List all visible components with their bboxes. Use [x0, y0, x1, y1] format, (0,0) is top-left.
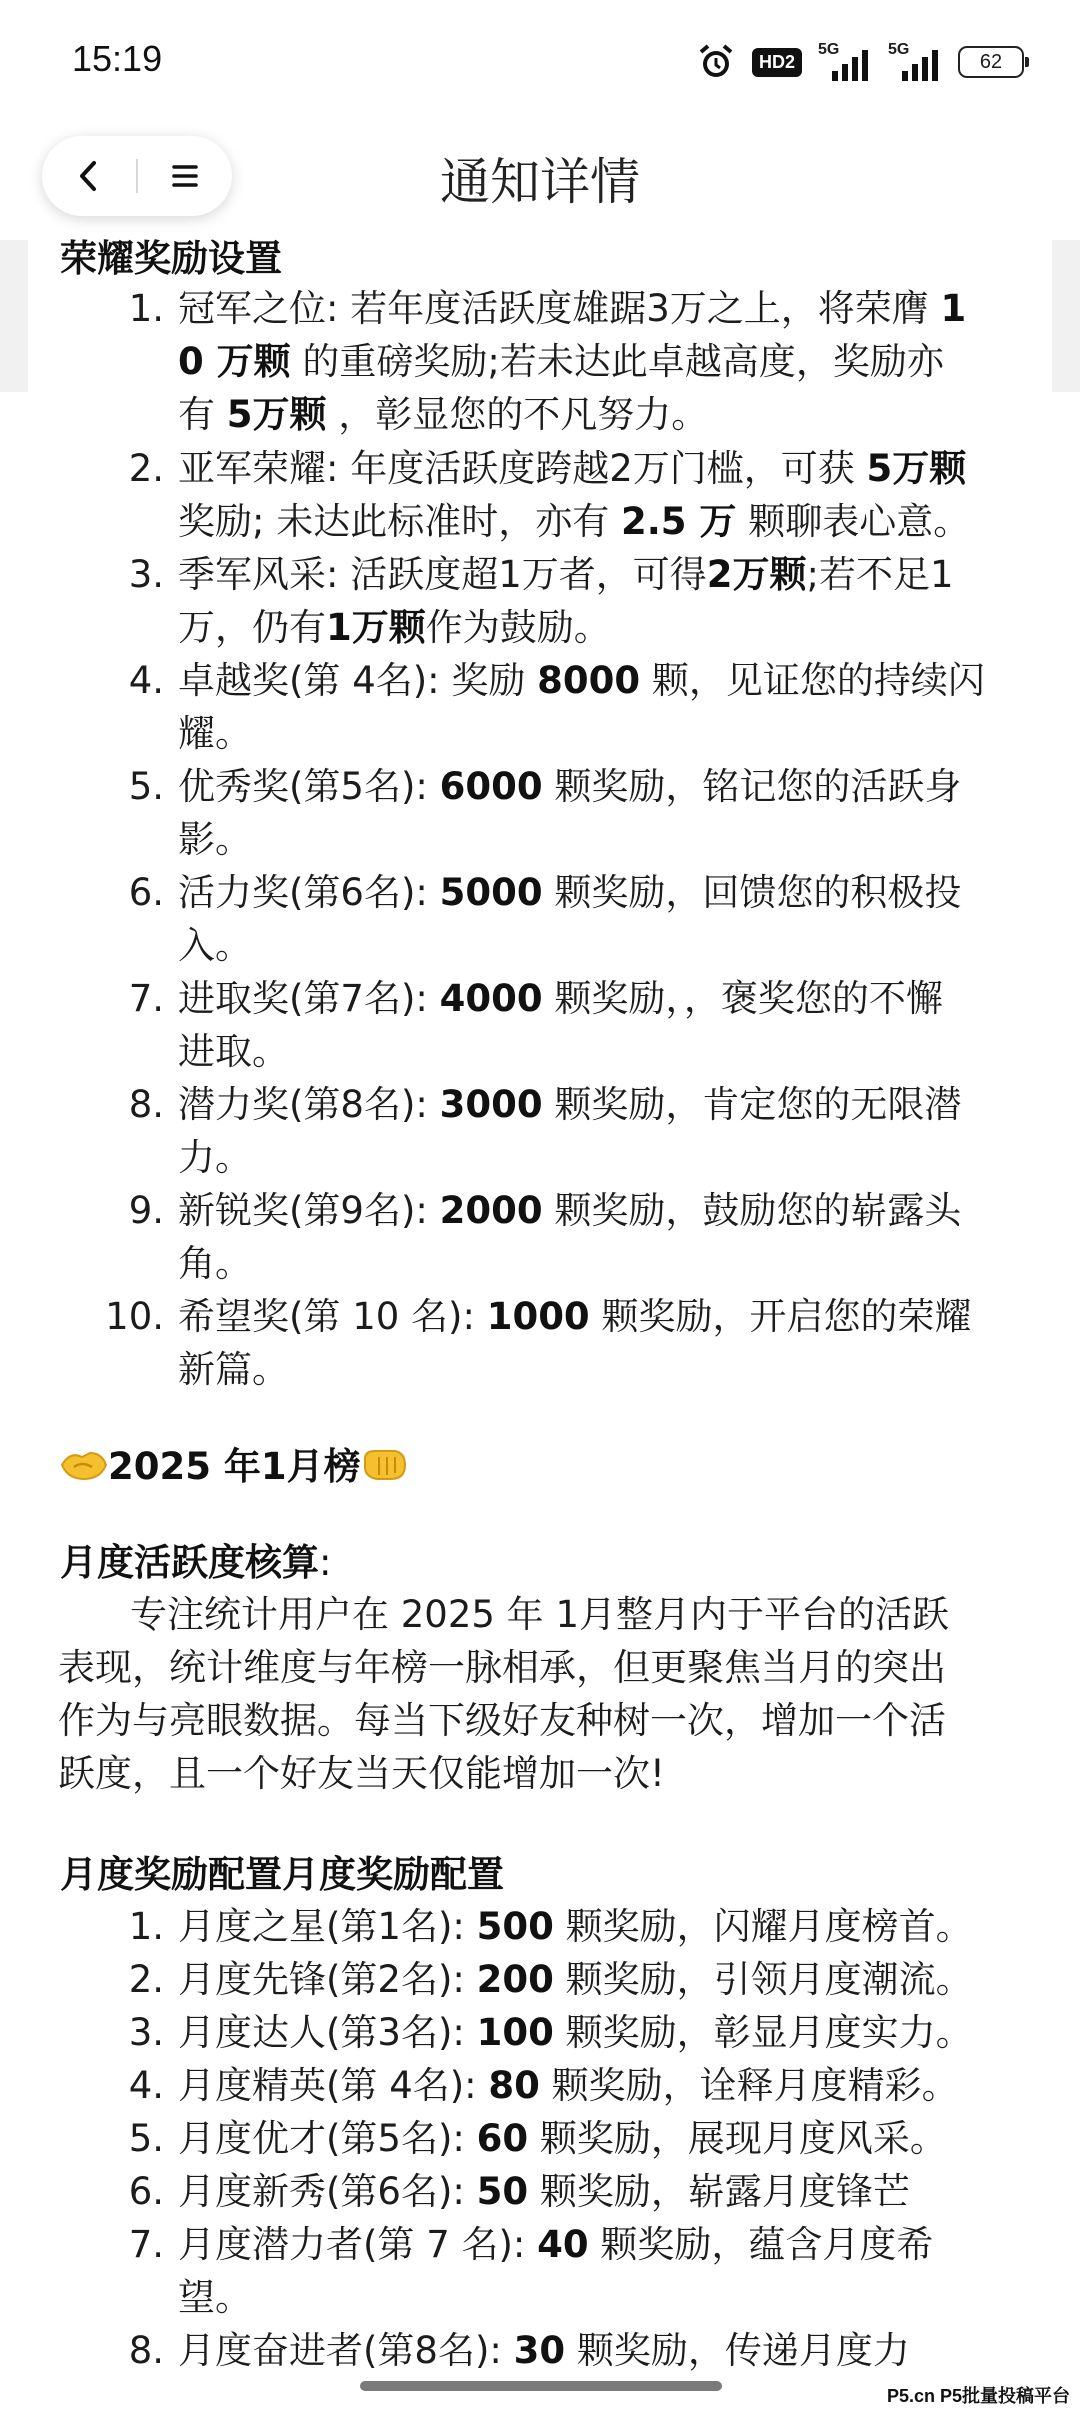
- text-line: [178, 1025, 1028, 1078]
- text-line: [178, 707, 1028, 760]
- text-segment: 希望奖(第 10 名):: [178, 1295, 487, 1338]
- list-number: 3.: [128, 2011, 164, 2054]
- hd-voice-icon: HD2: [752, 48, 802, 77]
- list-number: 6.: [128, 871, 164, 914]
- paragraph-line: 专注统计用户在 2025 年 1月整月内于平台的活跃: [130, 1593, 949, 1636]
- text-line: [178, 1237, 1028, 1290]
- monthly-activity-heading: [60, 1532, 331, 1586]
- text-segment: 颗奖励，开启您的荣耀: [589, 1295, 972, 1338]
- text-line: [178, 282, 1028, 335]
- text-segment: 活力奖(第6名):: [178, 871, 440, 914]
- list-text: [178, 1290, 1028, 1396]
- list-text: [178, 2165, 1028, 2218]
- text-segment: 角。: [178, 1242, 252, 1285]
- list-text: [178, 282, 1028, 441]
- text-segment: 奖励; 未达此标准时，亦有: [178, 500, 621, 543]
- text-segment: 影。: [178, 818, 252, 861]
- app-header: [0, 120, 1080, 240]
- list-text: [178, 2059, 1028, 2112]
- text-line: [178, 601, 1028, 654]
- status-time: 15:19: [72, 38, 163, 79]
- text-line: [178, 442, 1028, 495]
- text-segment: 颗奖励，闪耀月度榜首。: [553, 1905, 973, 1948]
- text-line: [178, 1900, 1028, 1953]
- text-segment: 颗奖励，引领月度潮流。: [553, 1958, 973, 2001]
- bold-amount: 40: [537, 2223, 589, 2266]
- list-text: [178, 2218, 1028, 2324]
- list-number: 5.: [128, 2117, 164, 2160]
- month-heading: [60, 1436, 409, 1490]
- bold-amount: 0 万颗: [178, 340, 291, 383]
- text-line: [178, 654, 1028, 707]
- list-text: [178, 2112, 1028, 2165]
- text-line: [178, 1290, 1028, 1343]
- text-segment: 新锐奖(第9名):: [178, 1189, 440, 1232]
- battery-icon: [958, 46, 1024, 78]
- list-number: 4.: [128, 659, 164, 702]
- bold-amount: 200: [476, 1958, 554, 2001]
- list-number: 5.: [128, 765, 164, 808]
- text-segment: 新篇。: [178, 1348, 289, 1391]
- list-text: [178, 760, 1028, 866]
- text-segment: 月度之星(第1名):: [178, 1905, 477, 1948]
- bold-amount: 5000: [439, 871, 543, 914]
- bold-amount: 1: [940, 287, 967, 330]
- text-segment: 颗奖励，铭记您的活跃身: [542, 765, 962, 808]
- bold-amount: 2000: [439, 1189, 543, 1232]
- list-text: [178, 866, 1028, 972]
- text-segment: 月度潜力者(第 7 名):: [178, 2223, 538, 2266]
- signal-5g-icon: [818, 43, 872, 81]
- bold-amount: 2.5 万: [621, 500, 737, 543]
- text-line: [178, 2165, 1028, 2218]
- text-segment: 颗奖励，诠释月度精彩。: [539, 2064, 959, 2107]
- list-number: 10.: [105, 1295, 164, 1338]
- paragraph-line: 作为与亮眼数据。每当下级好友种树一次，增加一个活: [58, 1699, 946, 1742]
- monthly-activity-colon: :: [319, 1541, 332, 1584]
- text-segment: 颗奖励，蕴含月度希: [588, 2223, 934, 2266]
- bold-amount: 1万颗: [326, 606, 426, 649]
- list-text: [178, 1078, 1028, 1184]
- text-segment: 入。: [178, 924, 252, 967]
- text-segment: 月度达人(第3名):: [178, 2011, 477, 2054]
- text-line: [178, 2324, 1028, 2377]
- text-segment: 月度优才(第5名):: [178, 2117, 477, 2160]
- text-segment: 作为鼓励。: [425, 606, 611, 649]
- bold-amount: 1000: [486, 1295, 590, 1338]
- text-segment: 颗奖励，传递月度力: [565, 2329, 910, 2372]
- alarm-icon: [696, 42, 736, 82]
- list-text: [178, 548, 1028, 654]
- text-segment: 颗奖励，崭露月度锋芒: [528, 2170, 910, 2213]
- text-segment: 万，仍有: [178, 606, 326, 649]
- text-segment: ;若不足1: [806, 553, 954, 596]
- bold-amount: 80: [488, 2064, 540, 2107]
- handshake-icon: [60, 1445, 108, 1485]
- text-segment: 颗奖励，鼓励您的崭露头: [542, 1189, 962, 1232]
- list-number: 9.: [128, 1189, 164, 1232]
- text-line: [178, 1343, 1028, 1396]
- list-text: [178, 2006, 1028, 2059]
- text-segment: 颗聊表心意。: [736, 500, 971, 543]
- text-line: [178, 1078, 1028, 1131]
- section-title-honor: 荣耀奖励设置: [60, 237, 282, 280]
- list-number: 6.: [128, 2170, 164, 2213]
- bold-amount: 3000: [439, 1083, 543, 1126]
- fist-icon: [361, 1445, 409, 1485]
- text-segment: 颗奖励，回馈您的积极投: [542, 871, 962, 914]
- text-line: [178, 919, 1028, 972]
- list-number: 2.: [128, 1958, 164, 2001]
- text-segment: 月度奋进者(第8名):: [178, 2329, 514, 2372]
- text-line: [178, 2059, 1028, 2112]
- text-segment: 颗奖励，彰显月度实力。: [553, 2011, 973, 2054]
- text-segment: 有: [178, 393, 227, 436]
- text-line: [178, 1131, 1028, 1184]
- text-line: [178, 335, 1028, 388]
- text-segment: 卓越奖(第 4名): 奖励: [178, 659, 538, 702]
- signal-label: 5G: [888, 41, 910, 58]
- text-line: [178, 1953, 1028, 2006]
- text-segment: 亚军荣耀: 年度活跃度跨越2万门槛，可获: [178, 447, 867, 490]
- list-number: 4.: [128, 2064, 164, 2107]
- text-segment: 潜力奖(第8名):: [178, 1083, 440, 1126]
- notice-content[interactable]: [0, 237, 1080, 2372]
- watermark-text: P5.cn P5批量投稿平台: [886, 2386, 1070, 2406]
- text-segment: 月度新秀(第6名):: [178, 2170, 477, 2213]
- list-number: 7.: [128, 2223, 164, 2266]
- list-text: [178, 2324, 1028, 2377]
- text-line: [178, 495, 1028, 548]
- bold-amount: 4000: [439, 977, 543, 1020]
- month-heading-text: 2025 年1月榜: [108, 1445, 361, 1488]
- text-segment: 冠军之位: 若年度活跃度雄踞3万之上，将荣膺: [178, 287, 941, 330]
- home-indicator[interactable]: [360, 2381, 722, 2391]
- list-text: [178, 1953, 1028, 2006]
- paragraph-line: 表现，统计维度与年榜一脉相承，但更聚焦当月的突出: [58, 1646, 946, 1689]
- signal-5g-icon: [888, 43, 942, 81]
- list-text: [178, 1184, 1028, 1290]
- text-segment: 颗奖励，展现月度风采。: [528, 2117, 947, 2160]
- bold-amount: 8000: [537, 659, 641, 702]
- text-line: [178, 2112, 1028, 2165]
- status-bar: [0, 0, 1080, 120]
- text-segment: 颗，见证您的持续闪: [640, 659, 985, 702]
- text-line: [178, 2271, 1028, 2324]
- text-segment: 力。: [178, 1136, 252, 1179]
- paragraph-line: 跃度，且一个好友当天仅能增加一次!: [58, 1752, 665, 1795]
- page-title: 通知详情: [440, 153, 640, 211]
- text-line: [178, 972, 1028, 1025]
- monthly-activity-title: 月度活跃度核算: [60, 1541, 319, 1584]
- bold-amount: 5万颗: [226, 393, 327, 436]
- bold-amount: 50: [476, 2170, 529, 2213]
- status-icons: [696, 40, 1024, 84]
- text-segment: ，彰显您的不凡努力。: [326, 393, 709, 436]
- text-line: [178, 388, 1028, 441]
- text-segment: 月度精英(第 4名):: [178, 2064, 489, 2107]
- text-line: [178, 866, 1028, 919]
- list-text: [178, 442, 1028, 548]
- list-number: 1.: [128, 1905, 164, 1948]
- bold-amount: 60: [476, 2117, 529, 2160]
- list-number: 8.: [128, 1083, 164, 1126]
- monthly-activity-paragraph: [58, 1588, 1038, 1800]
- bold-amount: 2万颗: [706, 553, 807, 596]
- text-line: [178, 2218, 1028, 2271]
- text-segment: 颗奖励，肯定您的无限潜: [542, 1083, 962, 1126]
- list-text: [178, 654, 1028, 760]
- text-segment: 季军风采: 活跃度超1万者，可得: [178, 553, 707, 596]
- bold-amount: 500: [476, 1905, 554, 1948]
- text-segment: 颗奖励，，褒奖您的不懈: [542, 977, 943, 1020]
- list-number: 7.: [128, 977, 164, 1020]
- text-segment: 进取。: [178, 1030, 289, 1073]
- text-line: [178, 813, 1028, 866]
- list-text: [178, 972, 1028, 1078]
- text-line: [178, 760, 1028, 813]
- text-segment: 进取奖(第7名):: [178, 977, 440, 1020]
- text-segment: 望。: [178, 2276, 252, 2319]
- signal-label: 5G: [818, 41, 840, 58]
- list-number: 8.: [128, 2329, 164, 2372]
- bold-amount: 100: [476, 2011, 554, 2054]
- bold-amount: 5万颗: [866, 447, 967, 490]
- battery-level: 62: [979, 50, 1003, 73]
- text-line: [178, 2006, 1028, 2059]
- text-line: [178, 548, 1028, 601]
- bold-amount: 30: [513, 2329, 566, 2372]
- list-text: [178, 1900, 1028, 1953]
- list-number: 2.: [128, 447, 164, 490]
- text-line: [178, 1184, 1028, 1237]
- text-segment: 的重磅奖励;若未达此卓越高度，奖励亦: [290, 340, 944, 383]
- list-number: 1.: [128, 287, 164, 330]
- text-segment: 优秀奖(第5名):: [178, 765, 440, 808]
- text-segment: 月度先锋(第2名):: [178, 1958, 477, 2001]
- monthly-rewards-heading: 月度奖励配置月度奖励配置: [60, 1853, 504, 1896]
- text-segment: 耀。: [178, 712, 252, 755]
- list-number: 3.: [128, 553, 164, 596]
- bold-amount: 6000: [439, 765, 543, 808]
